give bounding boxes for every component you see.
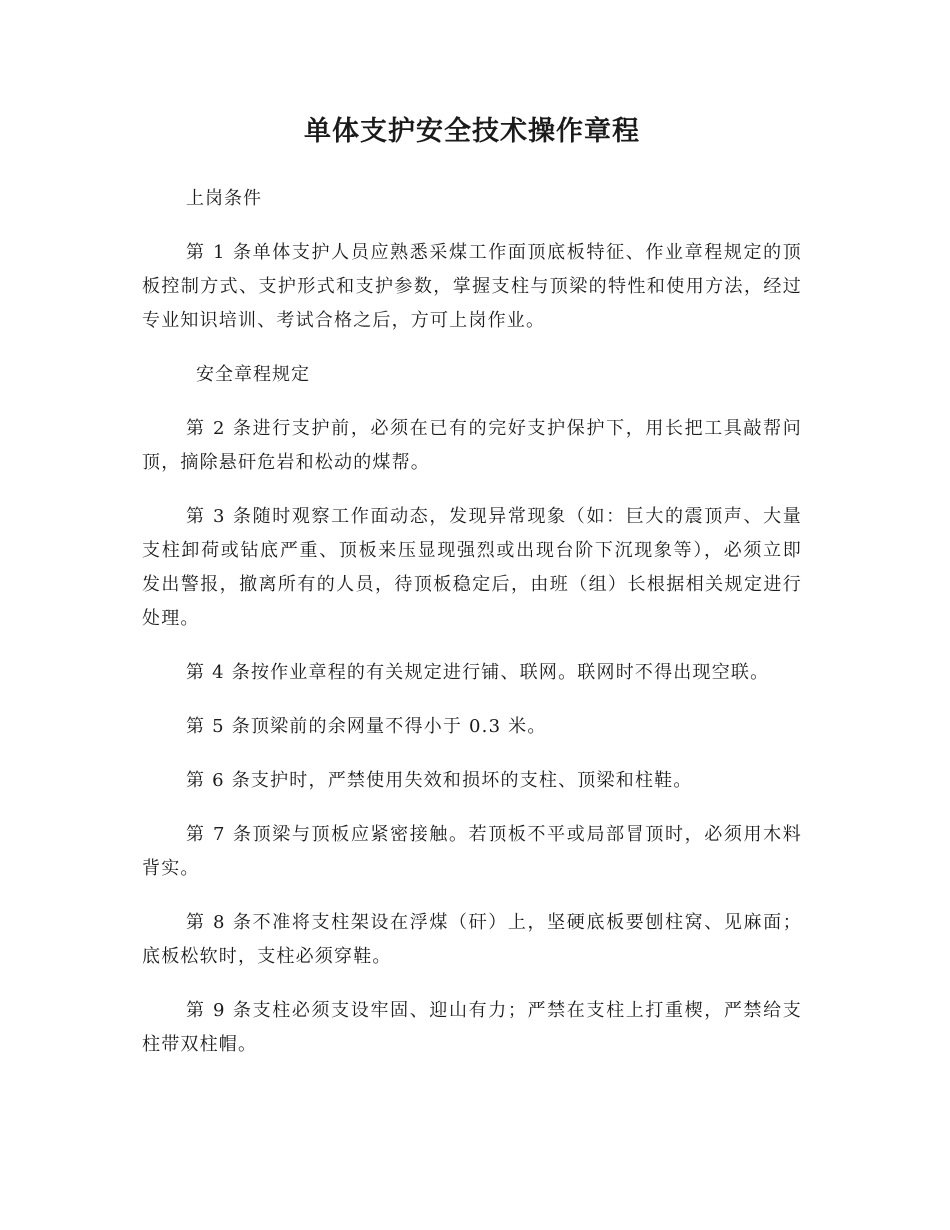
- document-title: 单体支护安全技术操作章程: [304, 116, 640, 147]
- article-1: 第 1 条单体支护人员应熟悉采煤工作面顶底板特征、作业章程规定的顶板控制方式、支护形式和支护参数，掌握支柱与顶梁的特性和使用方法，经过专业知识培训、考试合格之后，方可上岗作业。: [142, 242, 802, 331]
- article-7: 第 7 条顶梁与顶板应紧密接触。若顶板不平或局部冒顶时，必须用木料背实。: [142, 824, 802, 879]
- article-4: 第 4 条按作业章程的有关规定进行铺、联网。联网时不得出现空联。: [186, 662, 770, 683]
- article-2: 第 2 条进行支护前，必须在已有的完好支护保护下，用长把工具敲帮问顶，摘除悬矸危岩和松动的煤帮。: [142, 418, 802, 473]
- article-8: 第 8 条不准将支柱架设在浮煤（矸）上，坚硬底板要刨柱窝、见麻面；底板松软时，支柱必须穿鞋。: [142, 912, 802, 967]
- article-3: 第 3 条随时观察工作面动态，发现异常现象（如：巨大的震顶声、大量支柱卸荷或钻底严重、顶板来压显现强烈或出现台阶下沉现象等），必须立即发出警报，撤离所有的人员，待顶板稳定后，由班（组）长根据相关规定进行处理。: [142, 506, 802, 629]
- article-9: 第 9 条支柱必须支设牢固、迎山有力；严禁在支柱上打重楔，严禁给支柱带双柱帽。: [142, 1000, 802, 1055]
- document-page: [142, 112, 802, 1082]
- article-6: 第 6 条支护时，严禁使用失效和损坏的支柱、顶梁和柱鞋。: [186, 770, 693, 791]
- section-heading-safety-rules: 安全章程规定: [196, 364, 310, 385]
- section-heading-qualifications: 上岗条件: [186, 188, 262, 209]
- article-5: 第 5 条顶梁前的余网量不得小于 0.3 米。: [186, 716, 547, 737]
